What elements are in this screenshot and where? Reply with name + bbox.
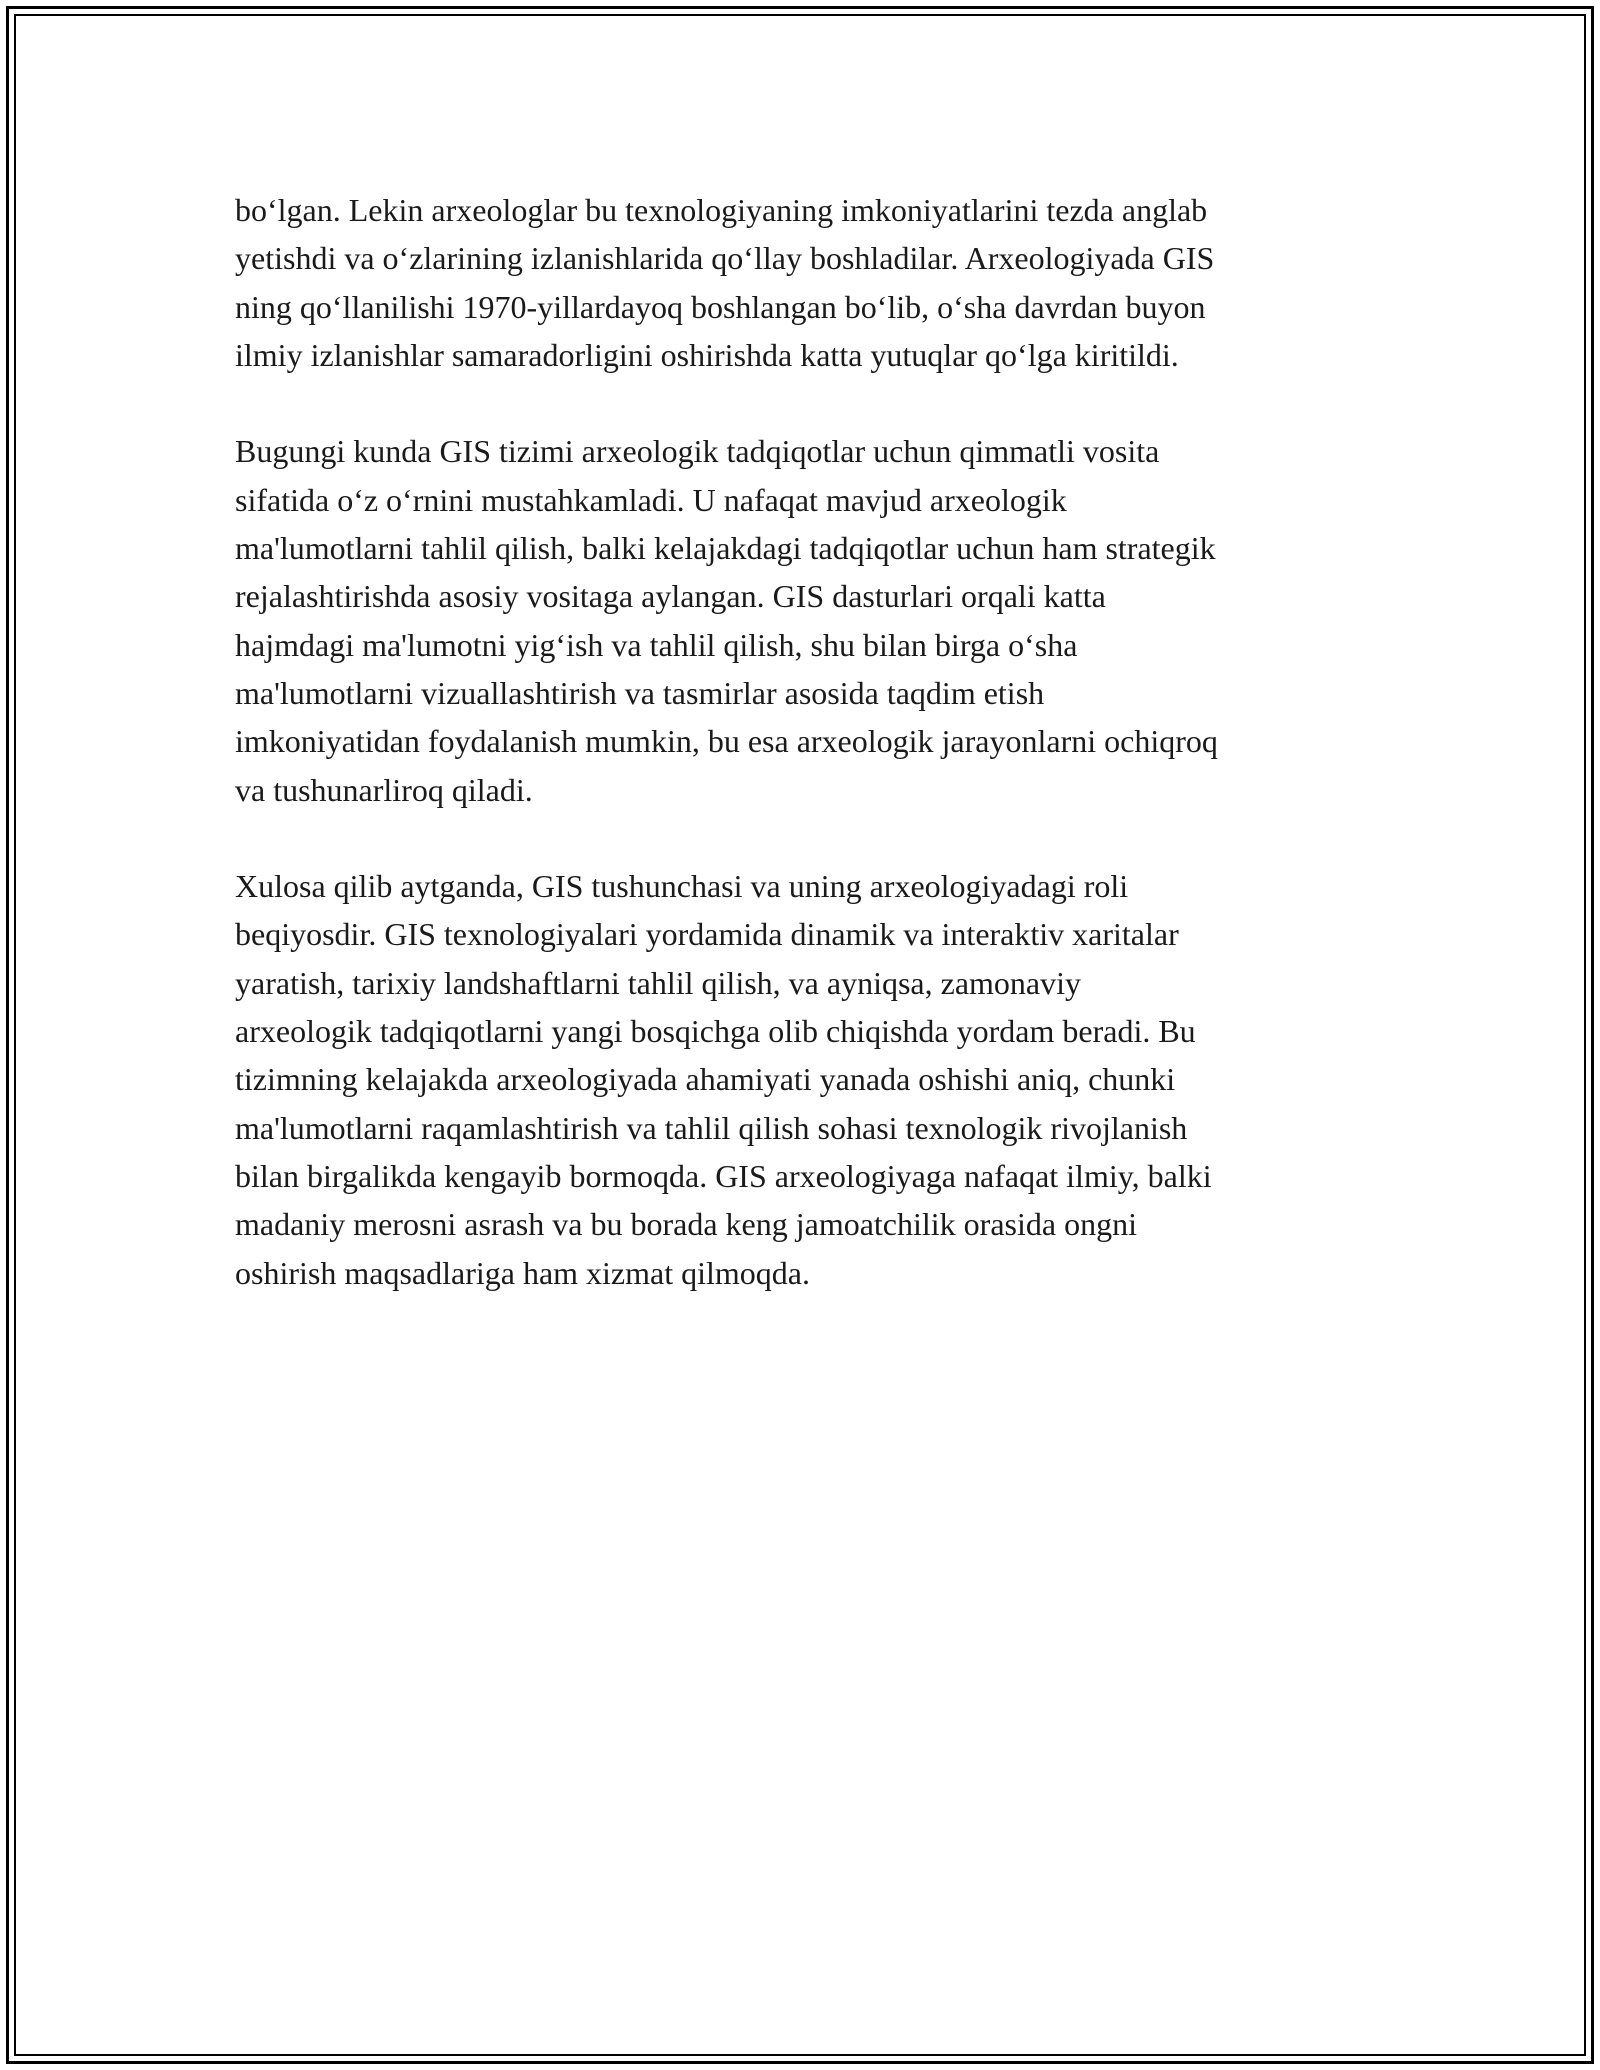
text-line: madaniy merosni asrash va bu borada keng jamoatchilik orasida ongni bbox=[235, 1206, 1137, 1243]
text-line: ma'lumotlarni tahlil qilish, balki kelajakdagi tadqiqotlar uchun ham strategik bbox=[235, 530, 1216, 567]
text-line: hajmdagi ma'lumotni yig‘ish va tahlil qilish, shu bilan birga o‘sha bbox=[235, 626, 1078, 663]
paragraph-3 bbox=[235, 862, 1375, 1297]
text-line: va tushunarliroq qiladi. bbox=[235, 771, 533, 808]
text-line: ma'lumotlarni vizuallashtirish va tasmirlar asosida taqdim etish bbox=[235, 674, 1045, 711]
paragraph-1 bbox=[235, 186, 1375, 379]
text-line: Xulosa qilib aytganda, GIS tushunchasi va uning arxeologiyadagi roli bbox=[235, 868, 1129, 905]
text-line: ma'lumotlarni raqamlashtirish va tahlil qilish sohasi texnologik rivojlanish bbox=[235, 1109, 1188, 1146]
document-body bbox=[235, 186, 1375, 1297]
paragraph-spacer bbox=[235, 814, 1375, 862]
text-line: ilmiy izlanishlar samaradorligini oshirishda katta yutuqlar qo‘lga kiritildi. bbox=[235, 336, 1179, 373]
text-line: bo‘lgan. Lekin arxeologlar bu texnologiyaning imkoniyatlarini tezda anglab bbox=[235, 192, 1208, 228]
paragraph-2 bbox=[235, 427, 1375, 813]
text-line: Bugungi kunda GIS tizimi arxeologik tadqiqotlar uchun qimmatli vosita bbox=[235, 433, 1160, 470]
text-line: rejalashtirishda asosiy vositaga aylangan. GIS dasturlari orqali katta bbox=[235, 578, 1106, 615]
text-line: ning qo‘llanilishi 1970-yillardayoq boshlangan bo‘lib, o‘sha davrdan buyon bbox=[235, 288, 1206, 325]
text-line: yetishdi va o‘zlarining izlanishlarida qo‘llay boshladilar. Arxeologiyada GIS bbox=[235, 240, 1215, 277]
text-line: sifatida o‘z o‘rnini mustahkamladi. U nafaqat mavjud arxeologik bbox=[235, 481, 1067, 518]
paragraph-spacer bbox=[235, 379, 1375, 427]
text-line: bilan birgalikda kengayib bormoqda. GIS arxeologiyaga nafaqat ilmiy, balki bbox=[235, 1157, 1212, 1194]
text-line: tizimning kelajakda arxeologiyada ahamiyati yanada oshishi aniq, chunki bbox=[235, 1061, 1176, 1098]
text-line: beqiyosdir. GIS texnologiyalari yordamida dinamik va interaktiv xaritalar bbox=[235, 916, 1179, 953]
text-line: yaratish, tarixiy landshaftlarni tahlil qilish, va ayniqsa, zamonaviy bbox=[235, 964, 1081, 1001]
text-line: oshirish maqsadlariga ham xizmat qilmoqda. bbox=[235, 1254, 810, 1291]
text-line: arxeologik tadqiqotlarni yangi bosqichga olib chiqishda yordam beradi. Bu bbox=[235, 1013, 1196, 1050]
text-line: imkoniyatidan foydalanish mumkin, bu esa arxeologik jarayonlarni ochiqroq bbox=[235, 723, 1218, 760]
